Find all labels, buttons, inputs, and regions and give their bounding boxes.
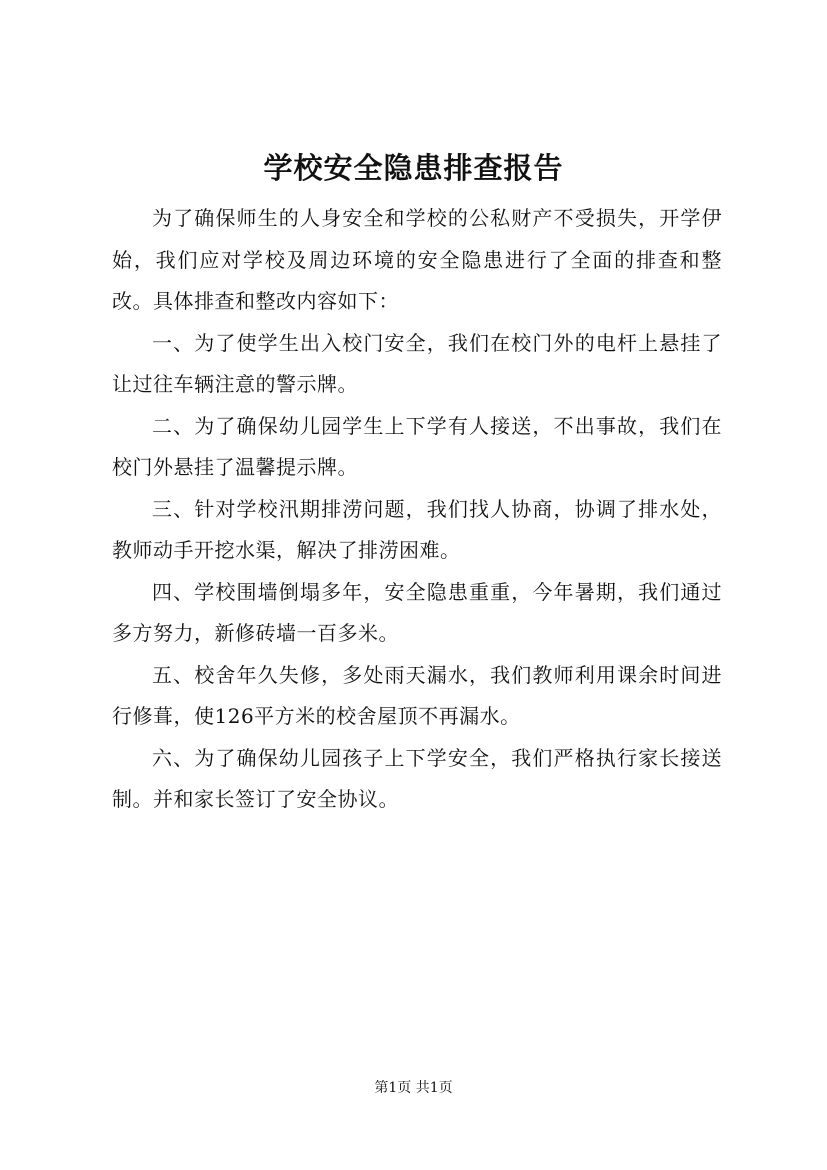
paragraph-item-6: 六、为了确保幼儿园孩子上下学安全，我们严格执行家长接送制。并和家长签订了安全协议。 — [112, 745, 722, 811]
document-body — [112, 198, 722, 821]
paragraph-item-2: 二、为了确保幼儿园学生上下学有人接送，不出事故，我们在校门外悬挂了温馨提示牌。 — [112, 413, 722, 479]
paragraph-item-4: 四、学校围墙倒塌多年，安全隐患重重，今年暑期，我们通过多方努力，新修砖墙一百多米。 — [112, 579, 722, 645]
paragraph-intro: 为了确保师生的人身安全和学校的公私财产不受损失，开学伊始，我们应对学校及周边环境的安全隐患进行了全面的排查和整改。具体排查和整改内容如下： — [112, 206, 722, 313]
paragraph-item-5: 五、校舍年久失修，多处雨天漏水，我们教师利用课余时间进行修葺，使126平方米的校舍屋顶不再漏水。 — [112, 662, 722, 728]
paragraph-item-3: 三、针对学校汛期排涝问题，我们找人协商，协调了排水处，教师动手开挖水渠，解决了排涝困难。 — [112, 496, 722, 562]
document-title: 学校安全隐患排查报告 — [263, 151, 564, 185]
paragraph-item-1: 一、为了使学生出入校门安全，我们在校门外的电杆上悬挂了让过往车辆注意的警示牌。 — [112, 330, 722, 396]
page-number-footer: 第1页 共1页 — [374, 1080, 453, 1096]
